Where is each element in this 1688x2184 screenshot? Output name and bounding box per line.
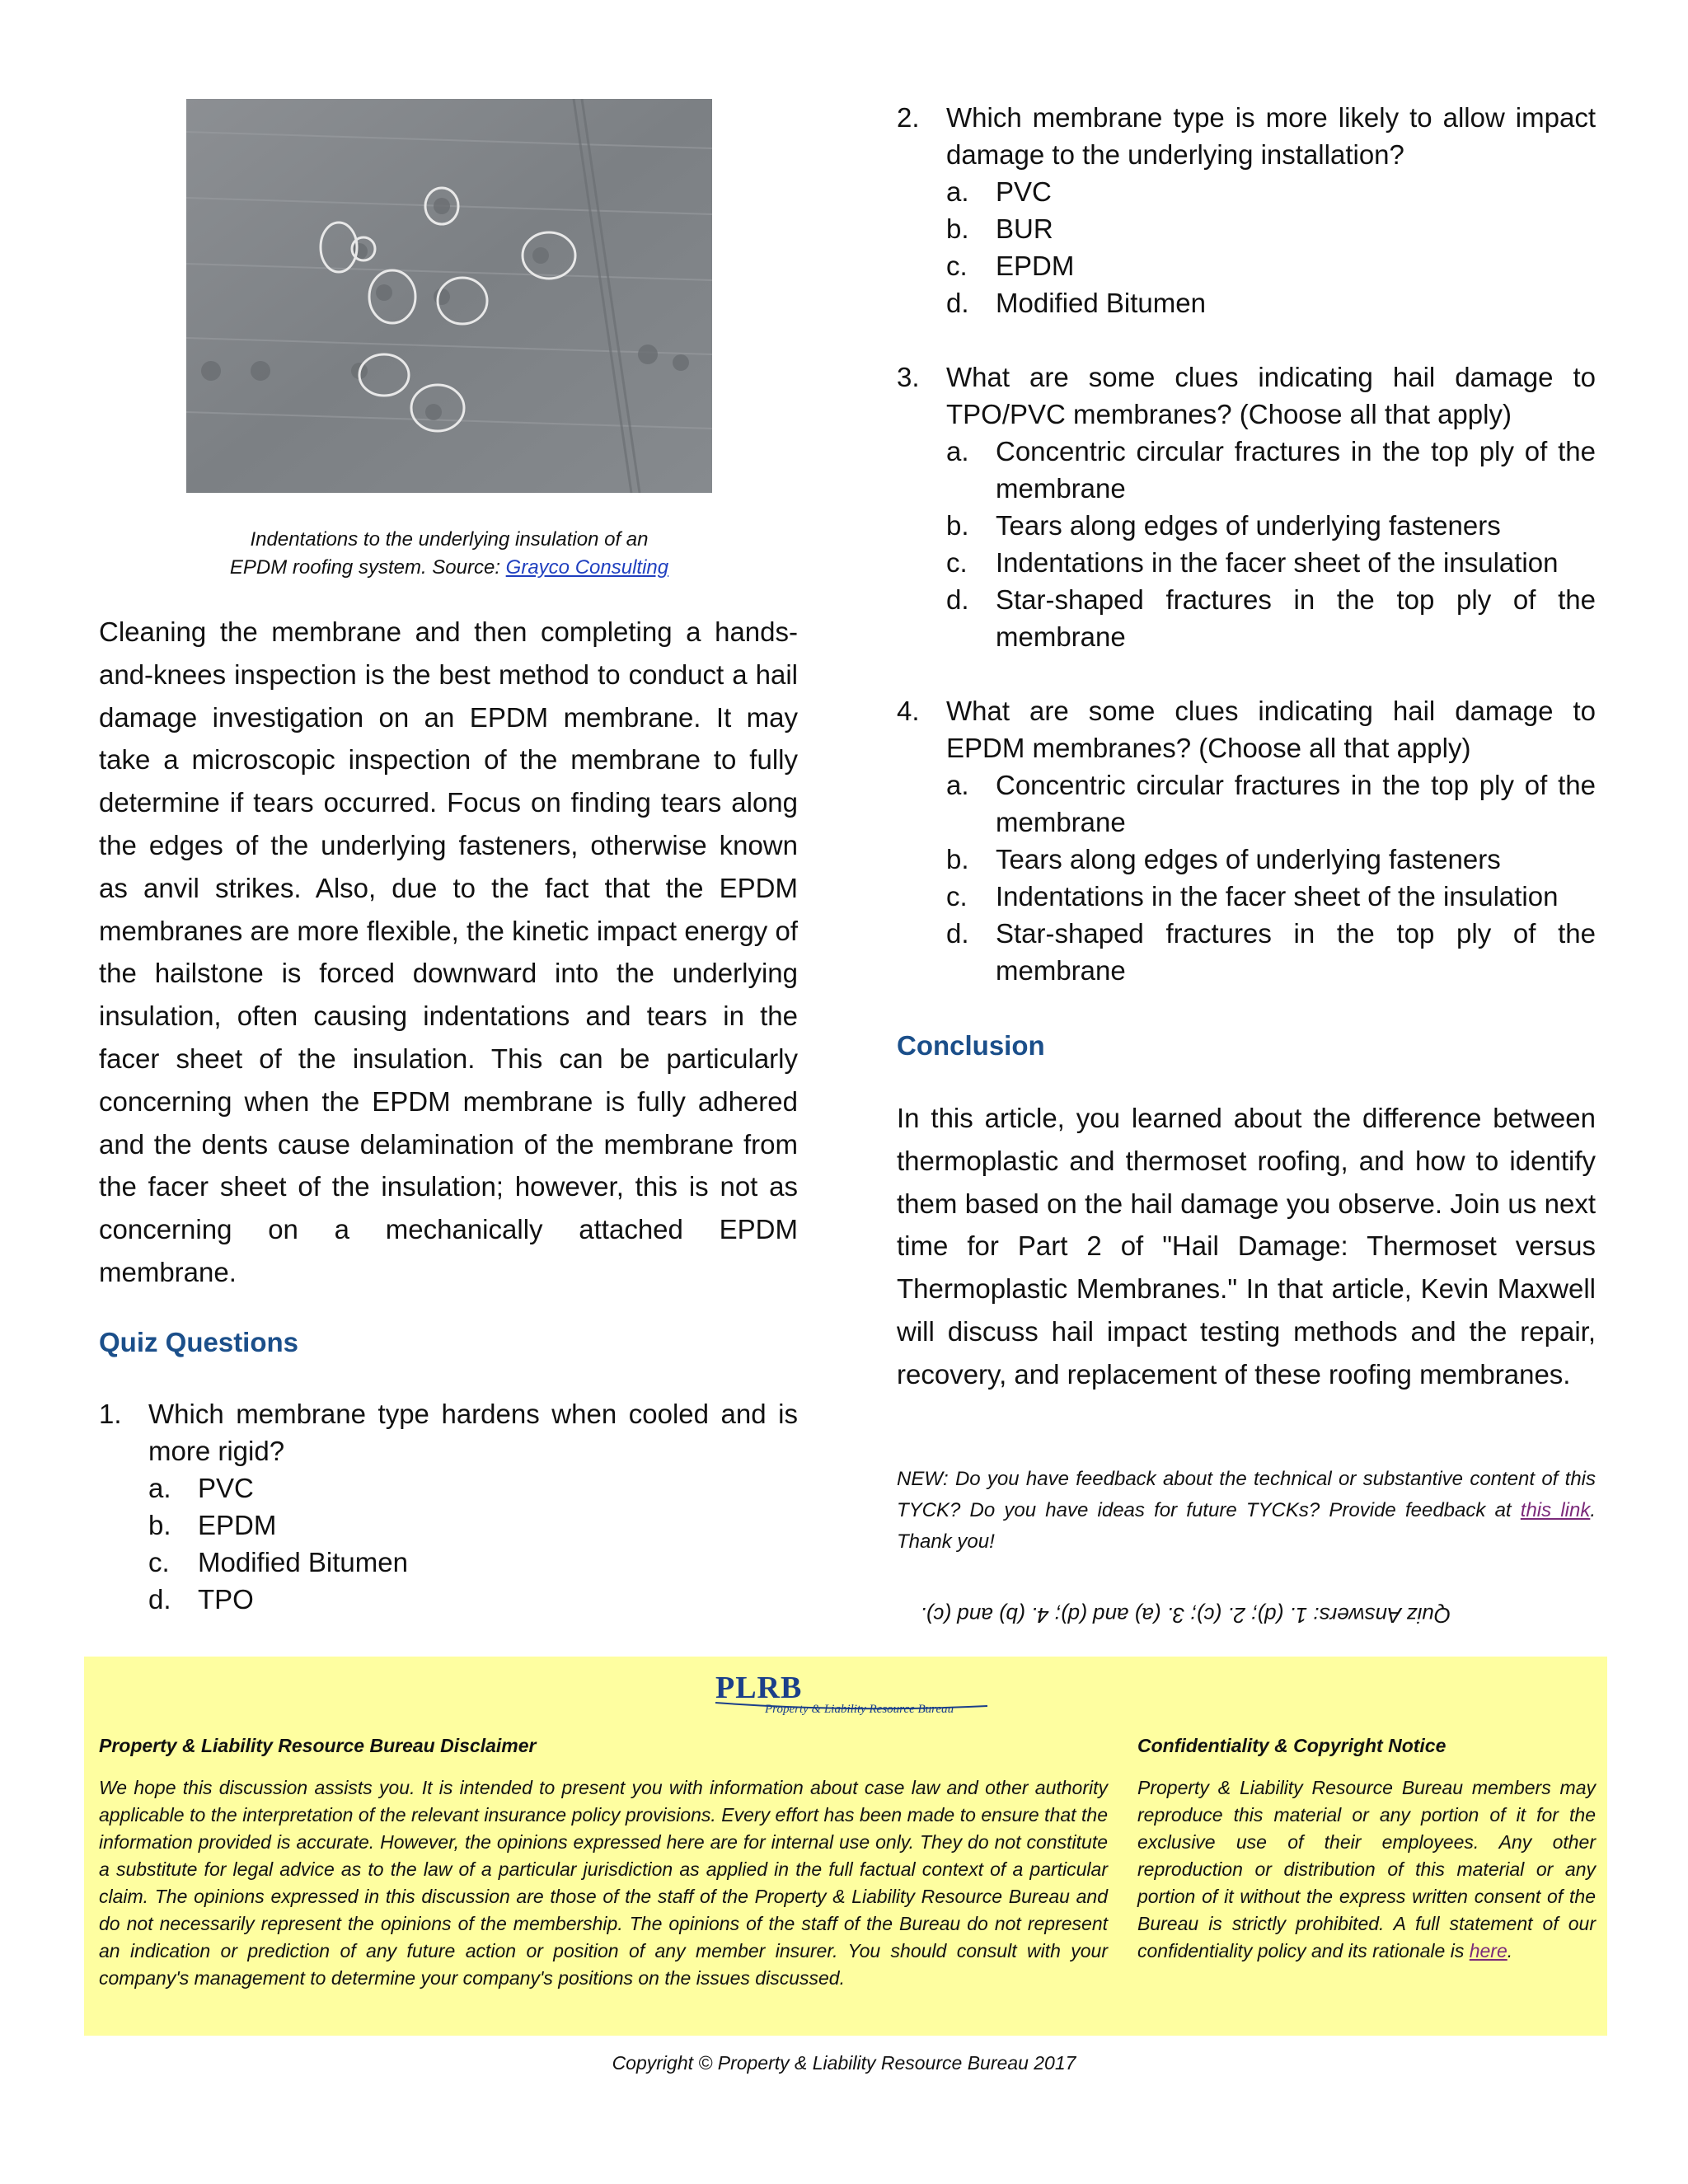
option-letter: a. — [946, 436, 969, 466]
option-letter: c. — [946, 881, 968, 912]
option-text: Modified Bitumen — [198, 1547, 408, 1577]
option-text: Concentric circular fractures in the top ply of the membrane — [996, 436, 1596, 504]
option-letter: a. — [946, 770, 969, 800]
intro-paragraph: Cleaning the membrane and then completing a hands-and-knees inspection is the best method to conduct a hail damage investigation on an EPDM membrane. It may take a microscopic inspection of the membrane to fully determine if tears occurred. Focus on finding tears along the edges of the underlying fasteners, otherwise known as anvil strikes. Also, due to the fact that the EPDM membranes are more flexible, the kinetic impact energy of the hailstone is forced downward into the underlying insulation, often causing indentations and tears in the facer sheet of the insulation. This can be particularly concerning when the EPDM membrane is fully adhered and the dents cause delamination of the membrane from the facer sheet of the insulation; however, this is not as concerning on a mechanically attached EPDM membrane. — [99, 616, 798, 1287]
option-text: Star-shaped fractures in the top ply of the membrane — [996, 584, 1596, 652]
disclaimer-text: We hope this discussion assists you. It is intended to present you with information about case law and other authority applicable to the interpretation of the relevant insurance policy provisions. Every effort has been made to ensure that the information provided is accurate. However, the opinions expressed here are for internal use only. They do not constitute a substitute for legal advice as to the law of a particular jurisdiction as applied in the full factual context of a particular claim. The opinions expressed in this discussion are those of the staff of the Property & Liability Resource Bureau and do not necessarily represent the opinions of the membership. The opinions of the staff of the Bureau do not represent an indication or prediction of any future action or position of any member insurer. You should consult with your company's management to determine your company's positions on the issues discussed. — [99, 1777, 1108, 1989]
copyright: Copyright © Property & Liability Resource Bureau 2017 — [612, 2052, 1076, 2074]
quiz-heading: Quiz Questions — [99, 1327, 299, 1357]
option-text: EPDM — [198, 1510, 277, 1540]
question-text: Which membrane type is more likely to allow impact damage to the underlying installation? — [946, 102, 1596, 170]
caption-line-1: Indentations to the underlying insulation of an — [250, 528, 649, 551]
option-text: Tears along edges of underlying fasteners — [996, 844, 1501, 874]
confidentiality-text: Property & Liability Resource Bureau members may reproduce this material or any portion of it for the exclusive use of their employees. Any other reproduction or distribution of this material or any portion of it without the express written consent of the Bureau is strictly prohibited. A full statement of our confidentiality policy and its rationale is — [1137, 1777, 1596, 1961]
option-letter: c. — [946, 547, 968, 578]
quiz-answers-upside-down: Quiz Answers: 1. (d); 2. (c); 3. (a) and (d); 4. (b) and (c). — [920, 1603, 1451, 1628]
feedback-text: NEW: Do you have feedback about the technical or substantive content of this TYCK? Do you have ideas for future TYCKs? Provide feedback at — [897, 1468, 1596, 1521]
quiz-question-1 — [99, 1395, 798, 1618]
option-letter: d. — [946, 584, 969, 615]
option-letter: b. — [148, 1510, 171, 1540]
confidentiality-notice — [1137, 1774, 1596, 1965]
conclusion-paragraph: In this article, you learned about the difference between thermoplastic and thermoset roofing, and how to identify them based on the hail damage you observe. Join us next time for Part 2 of "Hail Damage: Thermoset versus Thermoplastic Membranes." In that article, Kevin Maxwell will discuss hail impact testing methods and the repair, recovery, and replacement of these roofing membranes. — [897, 1103, 1596, 1390]
conclusion-heading: Conclusion — [897, 1030, 1045, 1061]
question-number: 1. — [99, 1399, 122, 1429]
feedback-suffix: . Thank you! — [897, 1499, 1597, 1553]
plrb-logo — [715, 1670, 987, 1721]
option-text: Modified Bitumen — [996, 288, 1206, 318]
option-text: Star-shaped fractures in the top ply of the membrane — [996, 918, 1596, 986]
option-letter: a. — [148, 1473, 171, 1503]
option-letter: b. — [946, 510, 969, 541]
option-letter: b. — [946, 844, 969, 874]
option-text: Indentations in the facer sheet of the insulation — [996, 547, 1559, 578]
quiz-question-2 — [897, 99, 1596, 321]
option-letter: d. — [946, 918, 969, 949]
question-number: 3. — [897, 362, 920, 392]
feedback-link[interactable]: this link — [1520, 1499, 1591, 1521]
option-letter: d. — [946, 288, 969, 318]
option-letter: c. — [946, 251, 968, 281]
logo-subtitle: Property & Liability Resource Bureau — [765, 1703, 954, 1716]
quiz-question-3 — [897, 359, 1596, 655]
photo-caption — [99, 526, 799, 582]
option-text: Tears along edges of underlying fasteners — [996, 510, 1501, 541]
caption-line-2 — [99, 554, 799, 582]
option-text: PVC — [996, 176, 1052, 207]
confidentiality-here-link[interactable]: here — [1469, 1940, 1507, 1961]
option-text: Indentations in the facer sheet of the insulation — [996, 881, 1559, 912]
feedback-note — [897, 1464, 1596, 1558]
option-text: PVC — [198, 1473, 254, 1503]
option-letter: c. — [148, 1547, 170, 1577]
option-letter: a. — [946, 176, 969, 207]
caption-source-label: EPDM roofing system. Source: — [229, 556, 506, 579]
question-text: Which membrane type hardens when cooled and is more rigid? — [148, 1399, 798, 1466]
option-letter: b. — [946, 213, 969, 244]
option-text: BUR — [996, 213, 1053, 244]
quiz-question-4 — [897, 692, 1596, 989]
question-number: 2. — [897, 102, 920, 133]
grayco-consulting-link[interactable]: Grayco Consulting — [505, 556, 669, 579]
confidentiality-title: Confidentiality & Copyright Notice — [1137, 1735, 1447, 1756]
option-text: Concentric circular fractures in the top ply of the membrane — [996, 770, 1596, 837]
confidentiality-suffix: . — [1507, 1940, 1513, 1961]
question-number: 4. — [897, 696, 920, 726]
option-letter: d. — [148, 1584, 171, 1615]
roof-photo — [186, 99, 712, 493]
option-text: EPDM — [996, 251, 1075, 281]
question-text: What are some clues indicating hail damage to EPDM membranes? (Choose all that apply) — [946, 696, 1596, 763]
question-text: What are some clues indicating hail damage to TPO/PVC membranes? (Choose all that apply) — [946, 362, 1596, 429]
disclaimer-title: Property & Liability Resource Bureau Disclaimer — [99, 1735, 537, 1756]
option-text: TPO — [198, 1584, 254, 1615]
logo-text: PLRB — [715, 1671, 803, 1705]
